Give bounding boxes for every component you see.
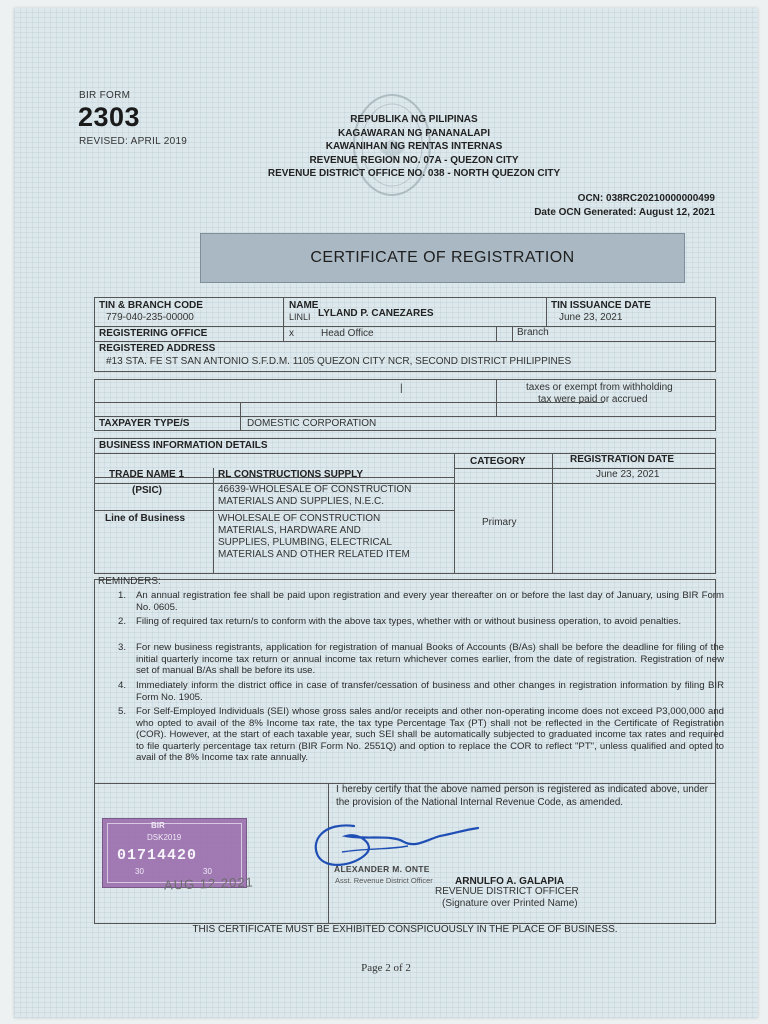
tin-issuance-date: June 23, 2021 [559, 312, 623, 323]
category-value: Primary [482, 517, 517, 528]
head-office-checkbox: x [289, 328, 294, 339]
stamp-title: Asst. Revenue District Officer [335, 876, 433, 885]
taxpayer-type-label: TAXPAYER TYPE/S [99, 418, 190, 429]
withholding-text-2: tax were paid or accrued [538, 394, 648, 405]
head-office-label: Head Office [321, 328, 374, 339]
certificate-title: CERTIFICATE OF REGISTRATION [310, 249, 575, 266]
reminders-heading: REMINDERS: [98, 576, 161, 587]
registration-date-value: June 23, 2021 [596, 469, 660, 480]
ocn-number: OCN: 038RC20210000000499 [577, 193, 715, 204]
tin-issuance-label: TIN ISSUANCE DATE [551, 300, 651, 311]
stamp-header: BIR [151, 821, 165, 830]
psic-label: (PSIC) [132, 485, 162, 496]
header-line-3: KAWANIHAN NG RENTAS INTERNAS [325, 141, 503, 152]
address-value: #13 STA. FE ST SAN ANTONIO S.F.D.M. 1105 QUEZON CITY NCR, SECOND DISTRICT PHILIPPINES [106, 356, 572, 367]
form-number: 2303 [78, 102, 141, 132]
registering-office-label: REGISTERING OFFICE [99, 328, 208, 339]
category-header: CATEGORY [470, 456, 526, 467]
address-label: REGISTERED ADDRESS [99, 343, 216, 354]
page-number: Page 2 of 2 [361, 962, 411, 974]
header-line-4: REVENUE REGION NO. 07A - QUEZON CITY [309, 154, 519, 166]
header-line-1: REPUBLIKA NG PILIPINAS [350, 114, 478, 125]
taxpayer-type-value: DOMESTIC CORPORATION [247, 418, 377, 429]
reminder-item: 1. An annual registration fee shall be paid upon registration and every year thereafter on or before the last day of January, using BIR Form No. 0605. [118, 590, 724, 613]
reminder-item: 2. Filing of required tax return/s to conform with the above tax types, whether with or without business operation, to avoid penalties. [118, 616, 682, 627]
psic-value: 46639-WHOLESALE OF CONSTRUCTION MATERIALS AND SUPPLIES, N.E.C. [218, 484, 412, 507]
stamp-right-value: 30 [203, 867, 212, 876]
form-label: BIR FORM [79, 90, 131, 101]
header-line-5: REVENUE DISTRICT OFFICE NO. 038 - NORTH QUEZON CITY [267, 168, 561, 179]
trade-name-label: TRADE NAME 1 [109, 469, 185, 480]
registration-date-header: REGISTRATION DATE [570, 454, 675, 465]
form-revised: REVISED: APRIL 2019 [79, 136, 188, 147]
taxpayer-name: LYLAND P. CANEZARES [318, 308, 434, 319]
certificate-page [14, 8, 758, 1018]
withholding-text-1: taxes or exempt from withholding [526, 382, 673, 393]
stamp-number: 01714420 [117, 847, 198, 864]
reminder-item: 3. For new business registrants, application for registration of manual Books of Accounts (B/As) shall be before the deadline for filing of the initial quarterly income tax return or annual income tax return whichever comes earlier, from the date of registration. Registration of new set of manual B/As shall be before its use. [118, 642, 724, 677]
trade-name-value: RL CONSTRUCTIONS SUPPLY [218, 469, 364, 480]
business-section-label: BUSINESS INFORMATION DETAILS [99, 440, 268, 451]
name-prefix: LINLI [289, 312, 311, 322]
stamp-left-value: 30 [135, 867, 144, 876]
line-of-business-label: Line of Business [105, 513, 186, 524]
reminder-item: 4. Immediately inform the district office in case of transfer/cessation of business and other changes in registration information by filing BIR Form No. 1905. [118, 680, 724, 703]
signature-note: (Signature over Printed Name) [442, 898, 578, 909]
certification-text: I hereby certify that the above named person is registered as indicated above, under the provision of the National Internal Revenue Code, as amended. [336, 784, 708, 808]
ocn-block [534, 192, 715, 219]
officer-title: REVENUE DISTRICT OFFICER [435, 886, 579, 897]
tin-label: TIN & BRANCH CODE [99, 300, 203, 311]
withholding-mark: | [400, 383, 403, 394]
agency-header [204, 113, 624, 181]
officer-name: ARNULFO A. GALAPIA [455, 876, 565, 887]
branch-label: Branch [517, 327, 549, 338]
stamp-name: ALEXANDER M. ONTE [334, 864, 430, 874]
ocn-date: Date OCN Generated: August 12, 2021 [534, 206, 715, 218]
tin-value: 779-040-235-00000 [106, 312, 194, 323]
reminder-item: 5. For Self-Employed Individuals (SEI) whose gross sales and/or receipts and other non-operating income does not exceed P3,000,000 and who opted to avail of the 8% Income tax rate, the tax type Percentage Tax (PT) shall not be reflected in the Certificate of Registration (COR). However, at the start of each taxable year, such SEI shall be automatically subjected to graduated income tax rates and required to file quarterly percentage tax return (BIR Form No. 2551Q) and option to replace the COR to reflect "PT", unless qualified and opted to avail of the 8% Income tax rate annually. [118, 706, 724, 764]
name-label: NAME [289, 300, 319, 311]
stamp-date: AUG 12 2021 [163, 874, 255, 893]
stamp-code: DSK2019 [147, 833, 182, 842]
header-line-2: KAGAWARAN NG PANANALAPI [337, 127, 491, 139]
line-of-business-value: WHOLESALE OF CONSTRUCTION MATERIALS, HARDWARE AND SUPPLIES, PLUMBING, ELECTRICAL MATERIALS AND OTHER RELATED ITEM [218, 513, 410, 560]
footer-notice: THIS CERTIFICATE MUST BE EXHIBITED CONSPICUOUSLY IN THE PLACE OF BUSINESS. [192, 924, 618, 935]
